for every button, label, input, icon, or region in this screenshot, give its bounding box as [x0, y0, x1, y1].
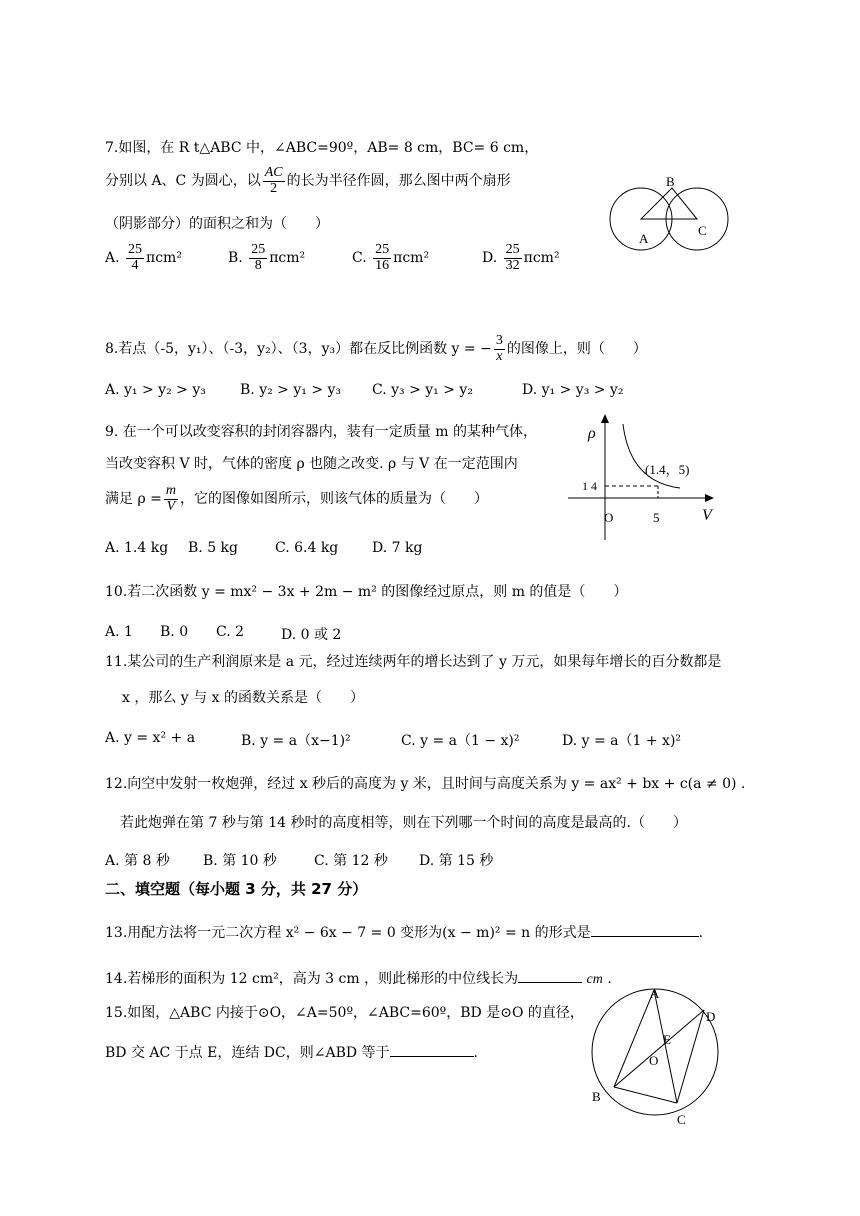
- q9-x-tick: 5: [653, 510, 660, 525]
- q15-figure: [580, 980, 740, 1130]
- q9-frac-den: V: [166, 498, 176, 514]
- q15-line-bd: [614, 1010, 704, 1087]
- q15-line-bc: [614, 1087, 677, 1103]
- q14-line: [105, 968, 612, 989]
- q8-line1-start: 8.若点（-5，y₁）、（-3，y₂）、（3，y₃）都在反比例函数 y = −: [105, 341, 492, 358]
- q9-y-tick: 1 4: [582, 479, 597, 493]
- q10-option-d: D. 0 或 2: [281, 627, 342, 643]
- q14-text: 14.若梯形的面积为 12 cm²，高为 3 cm ，则此梯形的中位线长为: [105, 971, 519, 987]
- q7-line2: [105, 166, 511, 196]
- q7-line1: 7.如图，在 R t△ABC 中，∠ABC=90º，AB= 8 cm，BC= 6 cm，: [105, 140, 539, 156]
- q15-label-o: O: [649, 1053, 659, 1068]
- q9-option-d: D. 7 kg: [372, 540, 423, 556]
- q15-line1: 15.如图，△ABC 内接于⊙O，∠A=50º，∠ABC=60º，BD 是⊙O 的直径，: [105, 1005, 584, 1021]
- q8-option-a: A. y₁ > y₂ > y₃: [105, 382, 206, 398]
- q13-tail: .: [698, 925, 704, 941]
- q9-origin: O: [604, 510, 614, 525]
- q8-frac-den: x: [496, 348, 503, 364]
- q15-label-b: B: [592, 1089, 601, 1104]
- q9-option-c: C. 6.4 kg: [275, 540, 339, 556]
- q8-line1-end: 的图像上，则（ ）: [506, 341, 647, 358]
- q9-y-arrow: [601, 414, 609, 423]
- q11-option-b: B. y = a（x−1)²: [241, 733, 351, 749]
- q9-x-arrow: [705, 494, 714, 502]
- q11-option-d: D. y = a（1 + x)²: [562, 733, 682, 749]
- q9-x-label: V: [702, 507, 712, 524]
- q10-option-a: A. 1: [105, 624, 133, 640]
- section-2-heading: 二、填空题（每小题 3 分，共 27 分）: [105, 880, 368, 898]
- q9-y-label: ρ: [588, 425, 596, 442]
- q7-line2-start: 分别以 A、C 为圆心，以: [105, 173, 261, 190]
- q10-option-b: B. 0: [160, 624, 189, 640]
- q12-option-c: C. 第 12 秒: [314, 853, 388, 869]
- q8-option-c: C. y₃ > y₁ > y₂: [372, 382, 473, 398]
- q8-line1: [105, 334, 647, 364]
- q9-line2: 当改变容积 V 时，气体的密度 ρ 也随之改变. ρ 与 V 在一定范围内: [105, 456, 518, 472]
- q15-tail: .: [473, 1045, 478, 1061]
- q11-line1: 11.某公司的生产利润原来是 a 元，经过连续两年的增长达到了 y 万元，如果每年增长的百分数都是: [105, 654, 722, 670]
- q9-fraction: [164, 484, 178, 514]
- q7-figure: [608, 168, 738, 258]
- q15-line-dc: [677, 1010, 704, 1103]
- q9-option-a: A. 1.4 kg: [105, 540, 169, 556]
- q7-label-b: B: [666, 174, 675, 189]
- q9-line3: [105, 484, 488, 514]
- q7-line3: （阴影部分）的面积之和为（ ）: [105, 216, 329, 232]
- q9-curve: [623, 424, 680, 488]
- q13-answer-blank[interactable]: [591, 922, 699, 937]
- q7-line2-end: 的长为半径作圆，那么图中两个扇形: [286, 173, 511, 190]
- q12-option-a: A. 第 8 秒: [105, 853, 170, 869]
- q7-option-b: B. $\frac{25}{8}$ πcm²: [228, 242, 306, 273]
- q7-frac-den: 2: [270, 180, 278, 196]
- q10-line1: 10.若二次函数 y = mx² − 3x + 2m − m² 的图像经过原点，则 m 的值是（ ）: [105, 584, 628, 600]
- q11-option-a: A. y = x² + a: [105, 730, 196, 746]
- q7-option-d: D. $\frac{25}{32}$ πcm²: [482, 242, 560, 273]
- q15-line-ab: [614, 990, 654, 1087]
- q10-option-c: C. 2: [216, 624, 245, 640]
- q15-answer-blank[interactable]: [390, 1042, 474, 1057]
- q14-unit: cm: [586, 972, 603, 987]
- q8-option-d: D. y₁ > y₃ > y₂: [522, 382, 624, 398]
- q9-graph: [560, 410, 725, 545]
- q7-triangle: [641, 188, 697, 219]
- q7-option-a: A. $\frac{25}{4}$ πcm²: [105, 242, 182, 273]
- q7-fraction: [263, 166, 285, 196]
- q15-label-a: A: [650, 986, 660, 1001]
- q15-line2: [105, 1042, 478, 1062]
- q9-frac-num: m: [165, 483, 176, 498]
- q9-option-b: B. 5 kg: [188, 540, 238, 556]
- q14-tail: .: [607, 971, 612, 987]
- q11-option-c: C. y = a（1 − x)²: [401, 733, 520, 749]
- q9-point-label: (1.4，5): [645, 462, 690, 477]
- q12-option-b: B. 第 10 秒: [203, 853, 277, 869]
- q12-option-d: D. 第 15 秒: [419, 853, 494, 869]
- q7-frac-num: AC: [264, 165, 283, 180]
- q8-frac-num: 3: [495, 333, 503, 348]
- q15-label-e: E: [663, 1032, 671, 1047]
- q13-line: [105, 922, 703, 942]
- q15-label-d: D: [706, 1009, 716, 1024]
- q12-line2: 若此炮弹在第 7 秒与第 14 秒时的高度相等，则在下列哪一个时间的高度是最高的.（ ）: [120, 815, 687, 831]
- q15-label-c: C: [677, 1112, 686, 1127]
- q15-text: BD 交 AC 于点 E，连结 DC，则∠ABD 等于: [105, 1045, 390, 1061]
- q9-line3-start: 满足 ρ =: [105, 491, 162, 508]
- q12-line1: 12.向空中发射一枚炮弹，经过 x 秒后的高度为 y 米，且时间与高度关系为 y = ax² + bx + c(a ≠ 0) .: [105, 776, 746, 792]
- q7-label-c: C: [698, 223, 707, 238]
- q9-line1: 9. 在一个可以改变容积的封闭容器内，装有一定质量 m 的某种气体，: [105, 424, 537, 440]
- q7-option-c: C. $\frac{25}{16}$ πcm²: [352, 242, 430, 273]
- q8-option-b: B. y₂ > y₁ > y₃: [240, 382, 342, 398]
- q13-text: 13.用配方法将一元二次方程 x² − 6x − 7 = 0 变形为(x − m)² = n 的形式是: [105, 925, 591, 941]
- q7-label-a: A: [639, 231, 649, 246]
- q11-line2: x ，那么 y 与 x 的函数关系是（ ）: [122, 690, 364, 706]
- q9-line3-end: ，它的图像如图所示，则该气体的质量为（ ）: [180, 491, 488, 508]
- q14-answer-blank[interactable]: [518, 968, 582, 983]
- q8-fraction: [494, 334, 505, 364]
